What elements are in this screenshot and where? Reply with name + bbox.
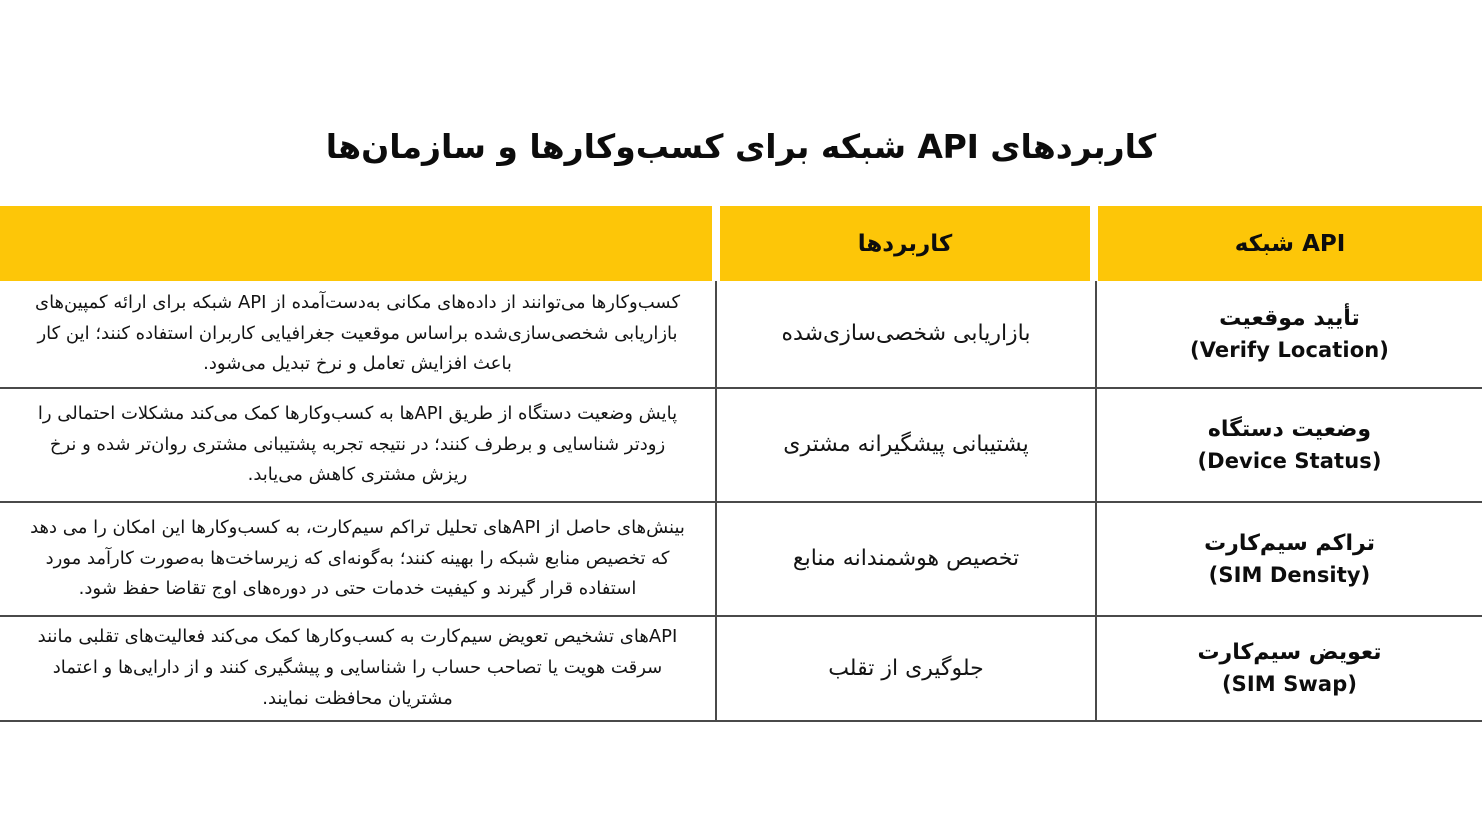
table-header-row (0, 206, 1482, 281)
header-gap-1 (1090, 206, 1098, 281)
cell-api-name (1095, 389, 1482, 501)
api-name-en: (Verify Location) (1190, 337, 1389, 362)
column-header-usecase: کاربردها (720, 206, 1090, 281)
table-row (0, 617, 1482, 722)
table-row (0, 503, 1482, 617)
table-body (0, 281, 1482, 722)
cell-usecase: بازاریابی شخصی‌سازی‌شده (715, 281, 1095, 387)
api-usecases-table (0, 206, 1482, 722)
table-row (0, 281, 1482, 389)
cell-description: کسب‌وکارها می‌توانند از داده‌های مکانی به‌دست‌آمده از API شبکه برای ارائه کمپین‌های بازاریابی شخصی‌سازی‌شده براساس موقعیت جغرافیایی کاربران استفاده کنند؛ این کار باعث افزایش تعامل و نرخ تبدیل می‌شود. (34, 291, 681, 375)
api-name-fa: تراکم سیم‌کارت (1204, 530, 1375, 556)
api-name-en: (Device Status) (1197, 448, 1382, 473)
api-name-fa: وضعیت دستگاه (1207, 416, 1372, 442)
cell-api-name (1095, 503, 1482, 615)
page-title: کاربردهای API شبکه برای کسب‌وکارها و سازمان‌ها (325, 127, 1157, 167)
cell-usecase: جلوگیری از تقلب (715, 617, 1095, 720)
table-row (0, 389, 1482, 503)
cell-description: بینش‌های حاصل از API‌های تحلیل تراکم سیم‌کارت، به کسب‌وکارها این امکان را می دهد که تخصیص منابع شبکه را بهینه کنند؛ به‌گونه‌ای که زیرساخت‌ها به‌صورت کارآمد مورد استفاده قرار گیرند و کیفیت خدمات حتی در دوره‌های اوج تقاضا حفظ شود. (30, 516, 685, 600)
cell-api-name (1095, 281, 1482, 387)
api-name-fa: تعویض سیم‌کارت (1197, 640, 1382, 666)
column-header-description (0, 206, 712, 281)
column-header-api: API شبکه (1098, 206, 1482, 281)
cell-description: پایش وضعیت دستگاه از طریق API‌ها به کسب‌وکارها کمک می‌کند مشکلات احتمالی را زودتر شناسایی و برطرف کنند؛ در نتیجه تجربه پشتیبانی مشتری روان‌تر شده و نرخ ریزش مشتری کاهش می‌یابد. (37, 402, 678, 486)
cell-description: API‌های تشخیص تعویض سیم‌کارت به کسب‌وکارها کمک می‌کند فعالیت‌های تقلبی مانند سرقت هویت یا تصاحب حساب را شناسایی و پیشگیری کنند و از دارایی‌ها و اعتماد مشتریان محافظت نمایند. (37, 626, 678, 709)
api-name-fa: تأیید موقعیت (1219, 305, 1360, 331)
header-gap-2 (712, 206, 720, 281)
cell-api-name (1095, 617, 1482, 720)
api-name-en: (SIM Swap) (1221, 672, 1358, 697)
api-name-en: (SIM Density) (1208, 562, 1371, 587)
cell-usecase: پشتیبانی پیشگیرانه مشتری (715, 389, 1095, 501)
cell-usecase: تخصیص هوشمندانه منابع (715, 503, 1095, 615)
